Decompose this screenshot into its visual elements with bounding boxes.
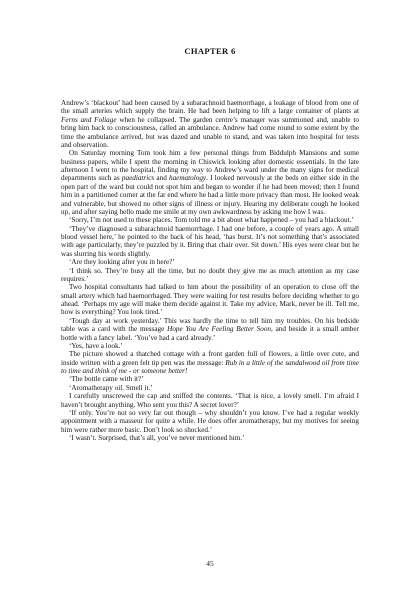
text-run: ‘Tough day at work yesterday.’ This was hardly the time to tell him my troubles. On his bedside table was a card with the message bbox=[61, 316, 359, 334]
paragraph bbox=[61, 216, 359, 224]
italic-text: haematology bbox=[168, 174, 207, 183]
text-run: ‘I think so. They’re busy all the time, but no doubt they give me as much attention as my case requires.’ bbox=[61, 266, 359, 283]
paragraph bbox=[61, 342, 359, 350]
text-run: ‘If only. You’re not so very far out though – why shouldn’t you know. I’ve had a regular weekly appointment with a masseur for quite a while. He does offer aromatherapy, but my motives for seeing him were rather more basic. Don’t look so shocked.’ bbox=[61, 408, 359, 434]
paragraph bbox=[61, 375, 359, 383]
text-run: and bbox=[154, 174, 169, 183]
page-number: 45 bbox=[206, 559, 214, 568]
text-run: Andrew’s ‘blackout’ had been caused by a subarachnoid haemorrhage, a leakage of blood from one of the small arteries which supply the brain. He had been helping to lift a large container of plants at bbox=[61, 99, 359, 116]
italic-text: Hope You Are Feeling Better Soon bbox=[167, 325, 272, 334]
paragraph bbox=[61, 258, 359, 266]
paragraph bbox=[61, 267, 359, 284]
text-run: I carefully unscrewed the cap and sniffed the contents. ‘That is nice, a lovely smell. I’m afraid I haven’t brought anything. Who sent you this? A secret lover?’ bbox=[61, 392, 359, 409]
paragraph bbox=[61, 409, 359, 434]
text-run: ‘Sorry, I’m not used to these places. Tom told me a bit about what happened – you had a blackout.’ bbox=[69, 216, 354, 225]
paragraph bbox=[61, 283, 359, 317]
text-run: . I looked nervously at the beds on either side in the open part of the ward but could not spot him and began to wonder if he had been moved; then I found him in a partitioned corner at the far end where he had a little more privacy than most. He looked weak and vulnerable, but showed no other signs of illness or injury. Hearing my deliberate cough he looked up, and after saying hello made me smile at my own awkwardness by asking me how I was. bbox=[61, 174, 359, 216]
text-run: , and beside it a small amber bottle with a fancy label. ‘You’ve had a card already.’ bbox=[61, 325, 359, 342]
text-run: ‘Yes, have a look.’ bbox=[69, 341, 123, 350]
paragraph bbox=[61, 384, 359, 392]
text-run: when he collapsed. The garden centre’s manager was summoned and, unable to bring him back to consciousness, called an ambulance. Andrew had come round to some extent by the time the ambulance arrived, but was dazed and unable to stand, and was taken into hospital for tests and observation. bbox=[61, 115, 359, 149]
text-run: On Saturday morning Tom took him a few personal things from Biddulph Mansions and some business papers, while I spent the morning in Chiswick looking after domestic essentials. In the late afternoon I went to the hospital, finding my way to Andrew’s ward under the many signs for medical departments such as bbox=[61, 149, 359, 183]
text-run: ‘Are they looking after you in here?’ bbox=[69, 258, 175, 267]
chapter-heading: CHAPTER 6 bbox=[184, 46, 236, 56]
text-run: Two hospital consultants had talked to him about the possibility of an operation to close off the small artery which had haemorrhaged. They were waiting for test results before deciding whether to go ahead. ‘Perhaps my age will make them decide against it. Take my advice, Mark, never be ill. Tell me, how is everything? You look tired.’ bbox=[61, 283, 359, 317]
paragraph bbox=[61, 225, 359, 259]
text-run: ‘The bottle came with it?’ bbox=[69, 375, 144, 384]
italic-text: Ferns and Foliage bbox=[61, 115, 117, 124]
paragraph bbox=[61, 99, 359, 149]
text-run: The picture showed a thatched cottage with a front garden full of flowers, a little over cute, and inside written with a green felt tip pen was the message: bbox=[61, 350, 359, 367]
paragraph bbox=[61, 434, 359, 442]
text-run: ‘They’ve diagnosed a subarachnoid haemorrhage. I had one before, a couple of years ago. A small blood vessel here,’ he pointed to the back of his head, ‘has burst. It’s not something that’s associated with age particularly, they’re puzzled by it. Bring that chair over. Sit down.’ His eyes were clear but he was slurring his words slightly. bbox=[61, 224, 359, 258]
body-text bbox=[61, 99, 359, 442]
italic-text: paediatrics bbox=[121, 174, 155, 183]
italic-text: Rub in a little of the sandalwood oil from time to time and think of me - or someone better! bbox=[61, 358, 359, 375]
paragraph bbox=[61, 149, 359, 216]
paragraph bbox=[61, 350, 359, 375]
text-run: ‘I wasn’t. Surprised, that’s all, you’ve never mentioned him.’ bbox=[69, 434, 245, 442]
paragraph bbox=[61, 392, 359, 409]
text-run: ‘Aromatherapy oil. Smell it.’ bbox=[69, 383, 153, 392]
paragraph bbox=[61, 317, 359, 342]
